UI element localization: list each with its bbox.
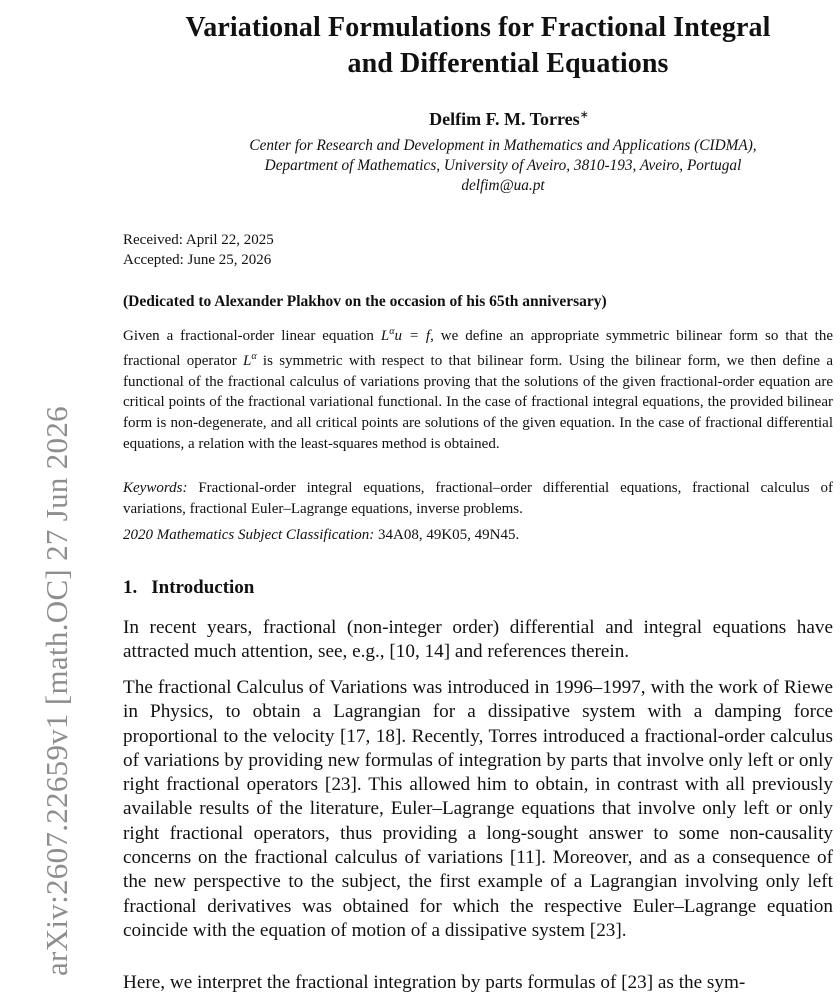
author-footnote-mark: ∗ bbox=[579, 109, 589, 121]
msc-label: 2020 Mathematics Subject Classification: bbox=[123, 527, 375, 543]
operator-inline: $L^\alpha$ bbox=[243, 350, 257, 369]
affiliation bbox=[123, 136, 833, 196]
title-line-2: and Differential Equations bbox=[347, 48, 669, 79]
affiliation-line-1: Center for Research and Development in Mathematics and Applications (CIDMA), bbox=[249, 137, 757, 154]
author-name: Delfim F. M. Torres bbox=[429, 109, 580, 129]
msc-classification bbox=[123, 527, 519, 544]
author bbox=[123, 108, 833, 130]
received-date: Received: April 22, 2025 bbox=[123, 232, 274, 248]
arxiv-identifier: arXiv:2607.22659v1 [math.OC] 27 Jun 2026 bbox=[39, 406, 74, 976]
arxiv-sidebar bbox=[0, 0, 74, 1000]
keywords bbox=[123, 478, 833, 520]
paragraph-1: In recent years, fractional (non-integer order) differential and integral equations have attracted much attention, see, e.g., [10, 14] and references therein. bbox=[123, 617, 833, 663]
affiliation-line-2: Department of Mathematics, University of Aveiro, 3810-193, Aveiro, Portugal bbox=[264, 157, 742, 174]
keywords-text: Fractional-order integral equations, fractional–order differential equations, fractional calculus of variations, fractional Euler–Lagrange equations, inverse problems. bbox=[123, 480, 833, 517]
abstract-part-1: Given a fractional-order linear equation bbox=[123, 328, 381, 344]
equation-inline: $L^\alpha u = f$ bbox=[380, 326, 431, 344]
accepted-date: Accepted: June 25, 2026 bbox=[123, 252, 272, 268]
author-email: delfim@ua.pt bbox=[461, 177, 545, 194]
section-title: Introduction bbox=[151, 577, 255, 598]
section-heading bbox=[123, 577, 254, 599]
section-number: 1. bbox=[123, 577, 138, 598]
paper-title bbox=[123, 10, 833, 82]
msc-codes: 34A08, 49K05, 49N45. bbox=[377, 527, 520, 543]
title-line-1: Variational Formulations for Fractional Integral bbox=[185, 12, 771, 43]
abstract bbox=[123, 322, 833, 455]
paragraph-3: Here, we interpret the fractional integration by parts formulas of [23] as the sym- bbox=[123, 972, 746, 993]
paragraph-2: The fractional Calculus of Variations was introduced in 1996–1997, with the work of Riewe in Physics, to obtain a Lagrangian for a dissipative system with a damping force proportional to the velocity [17, 18]. Recently, Torres introduced a fractional-order calculus of variations by providing new formulas of integration by parts that involve only left or only right fractional operators [23]. This allowed him to obtain, in contrast with all previously available results of the literature, Euler–Lagrange equations that involve only left or only right fractional operators, thus providing a long-sought answer to some non-causality concerns on the fractional calculus of variations [11]. Moreover, and as a consequence of the new perspective to the subject, the first example of a Lagrangian involving only left fractional derivatives was obtained for which the respective Euler–Lagrange equation coincide with the equation of motion of a dissipative system [23]. bbox=[123, 677, 833, 941]
dates bbox=[123, 230, 274, 270]
keywords-label: Keywords: bbox=[123, 480, 188, 496]
abstract-part-2: , we define an appropriate symmetric bilinear form so that the fractional operator bbox=[123, 328, 833, 369]
dedication: (Dedicated to Alexander Plakhov on the occasion of his 65th anniversary) bbox=[123, 293, 607, 310]
abstract-part-3: is symmetric with respect to that bilinear form. Using the bilinear form, we then define a functional of the fractional calculus of variations proving that the solutions of the given fractional-order equation are critical points of the fractional variational functional. In the case of fractional integral equations, the provided bilinear form is non-degenerate, and all critical points are solutions of the given equation. In the case of fractional differential equations, a relation with the least-squares method is obtained. bbox=[123, 352, 833, 452]
